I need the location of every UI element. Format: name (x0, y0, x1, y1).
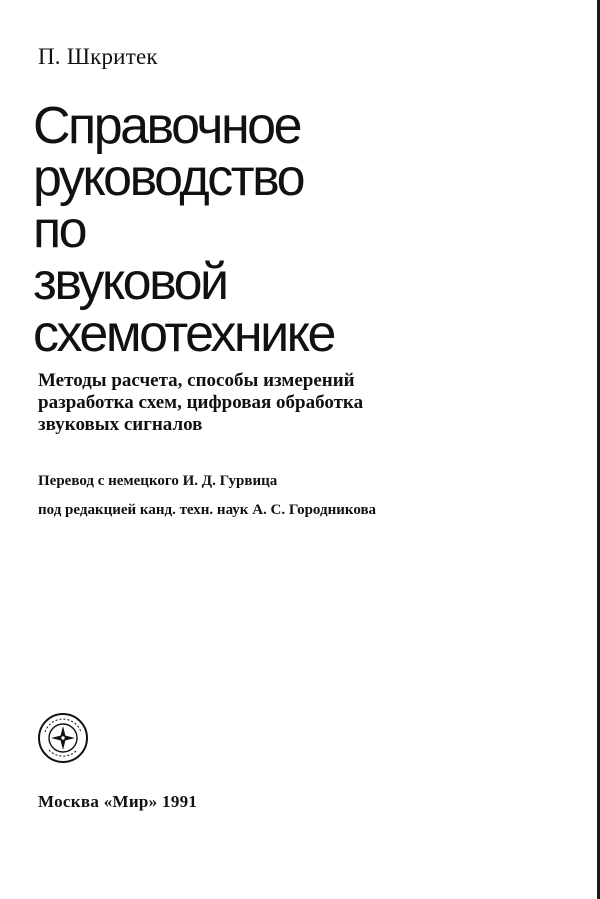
subtitle-line: разработка схем, цифровая обработка (38, 392, 364, 413)
subtitle-line: Методы расчета, способы измерений (38, 370, 355, 391)
imprint: Москва «Мир» 1991 (38, 792, 198, 811)
title-line: звуковой (33, 253, 227, 311)
publisher-seal-icon (37, 712, 89, 764)
book-subtitle (38, 370, 363, 436)
title-line: Справочное (33, 97, 301, 155)
book-title (33, 97, 334, 363)
title-line: по (33, 201, 86, 259)
subtitle-line: звуковых сигналов (38, 414, 203, 435)
author-name: П. Шкритек (38, 44, 158, 69)
translator-credit: Перевод с немецкого И. Д. Гурвица (38, 473, 278, 489)
title-line: руководство (33, 149, 304, 207)
editor-credit: под редакцией канд. техн. наук А. С. Городникова (38, 502, 377, 518)
title-line: схемотехнике (33, 305, 334, 363)
